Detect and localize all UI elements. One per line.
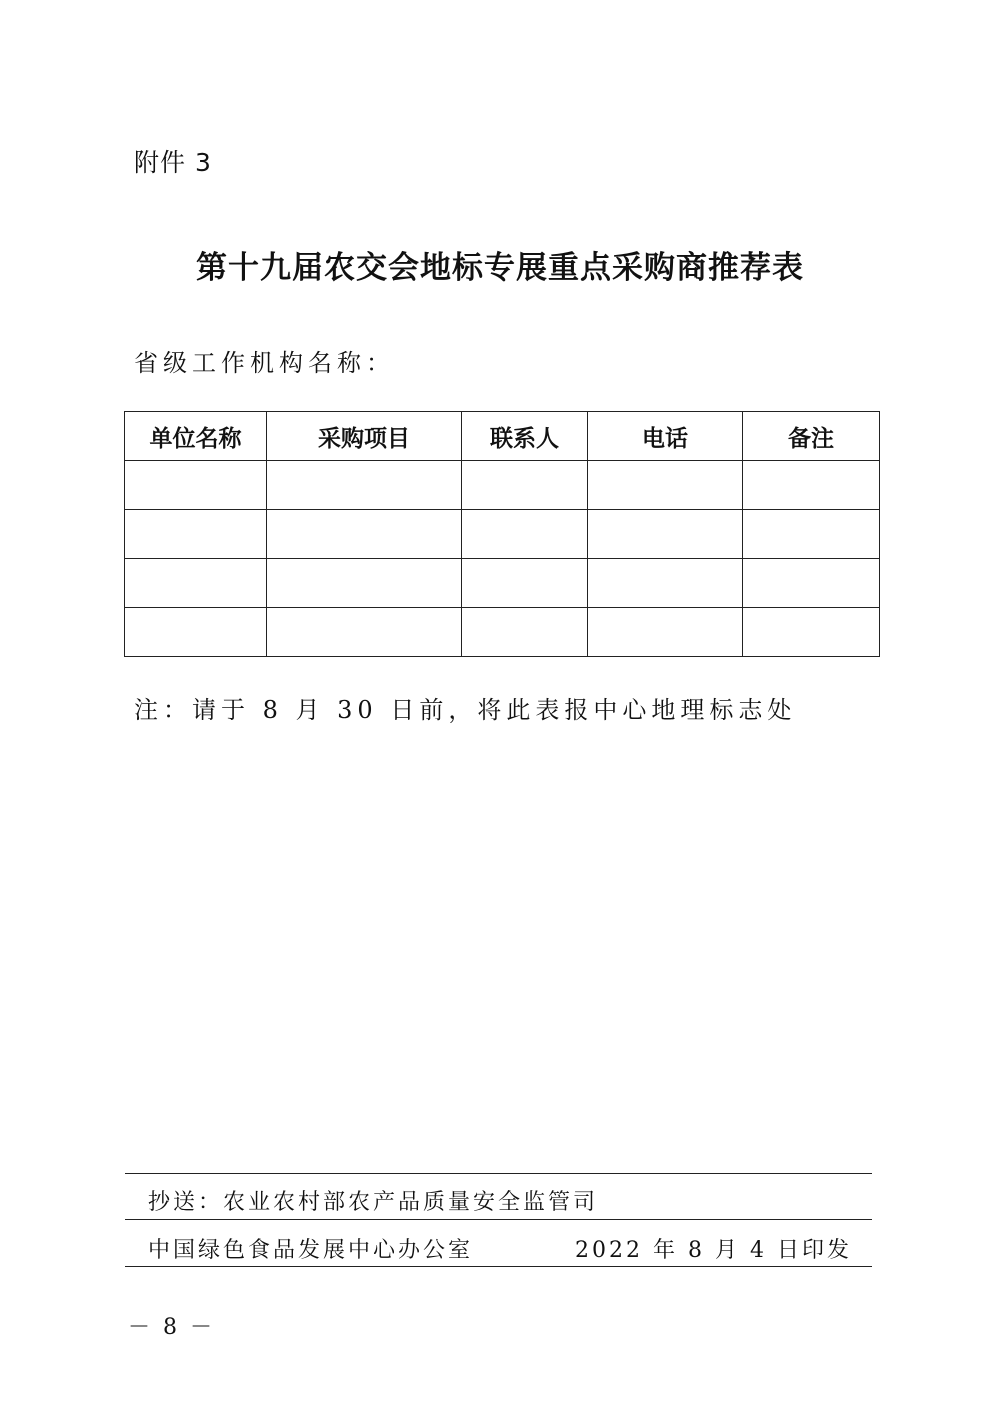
document-title: 第十九届农交会地标专展重点采购商推荐表 [196,250,804,286]
table-row [125,559,880,608]
table-cell [267,510,462,559]
table-cell [267,461,462,510]
header-contact: 联系人 [462,412,588,461]
table-cell [267,608,462,657]
cc-line: 抄送：农业农村部农产品质量安全监管司 [148,1190,599,1215]
attachment-label: 附件 3 [134,148,212,177]
table-cell [462,559,588,608]
table-cell [462,510,588,559]
table-cell [462,608,588,657]
recommendation-table [124,411,880,657]
table-cell [267,559,462,608]
header-unit-name: 单位名称 [125,412,267,461]
footer-middle-rule [125,1219,872,1220]
table-cell [743,461,880,510]
table-cell [125,559,267,608]
table-cell [743,608,880,657]
table-cell [462,461,588,510]
page-number: － 8 － [128,1315,215,1340]
issuing-office: 中国绿色食品发展中心办公室 [148,1238,474,1263]
table-cell [588,461,743,510]
table-cell [125,510,267,559]
table-cell [125,461,267,510]
table-cell [743,510,880,559]
table-cell [743,559,880,608]
header-remarks: 备注 [743,412,880,461]
provincial-agency-label: 省级工作机构名称： [134,349,395,377]
table-cell [588,608,743,657]
table-row [125,608,880,657]
table-row [125,510,880,559]
table-row [125,461,880,510]
header-phone: 电话 [588,412,743,461]
submission-note: 注：请于 8 月 30 日前，将此表报中心地理标志处 [134,696,797,724]
footer-top-rule [125,1173,872,1174]
table-cell [125,608,267,657]
table-header-row [125,412,880,461]
issue-date: 2022 年 8 月 4 日印发 [575,1238,852,1263]
table-cell [588,559,743,608]
footer-bottom-rule [125,1266,872,1267]
header-purchase-item: 采购项目 [267,412,462,461]
table-cell [588,510,743,559]
